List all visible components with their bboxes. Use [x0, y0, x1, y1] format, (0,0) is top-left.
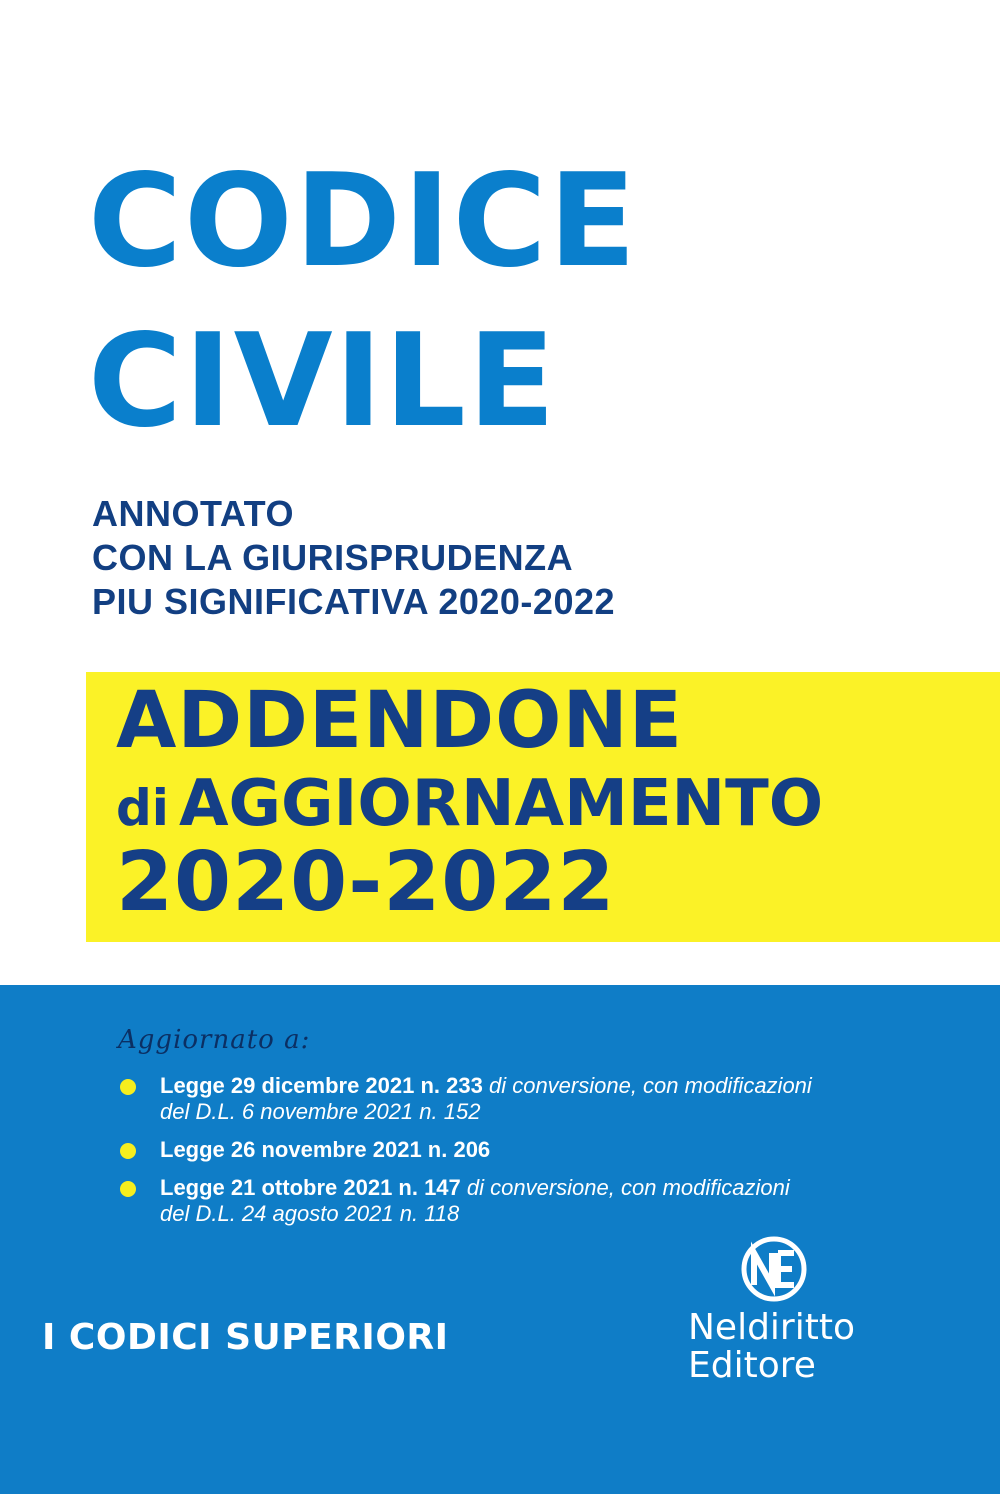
- list-item: [120, 1073, 920, 1125]
- publisher-logo-icon: [740, 1235, 808, 1303]
- subtitle-line-1: ANNOTATO: [92, 493, 294, 534]
- publisher-line-1: Neldiritto: [688, 1307, 855, 1348]
- highlight-line-3: 2020-2022: [116, 835, 616, 930]
- publisher-logo: [688, 1235, 898, 1405]
- subtitle: [92, 492, 615, 624]
- bullet-icon: [120, 1181, 136, 1197]
- subtitle-line-2: CON LA GIURISPRUDENZA: [92, 537, 574, 578]
- updated-label: Aggiornato a:: [118, 1025, 311, 1055]
- law-list: [120, 1073, 920, 1239]
- highlight-line-2-text: AGGIORNAMENTO: [178, 767, 824, 841]
- law-title: Legge 29 dicembre 2021 n. 233: [160, 1073, 483, 1098]
- bullet-icon: [120, 1079, 136, 1095]
- law-note: di conversione, con modificazioni: [466, 1175, 790, 1200]
- law-continuation: del D.L. 24 agosto 2021 n. 118: [160, 1201, 460, 1226]
- list-item: [120, 1175, 920, 1227]
- highlight-band: [86, 672, 1000, 942]
- law-title: Legge 21 ottobre 2021 n. 147: [160, 1175, 461, 1200]
- law-note: di conversione, con modificazioni: [488, 1073, 812, 1098]
- highlight-prefix: di: [116, 779, 169, 837]
- list-item: [120, 1137, 920, 1163]
- publisher-name: [688, 1309, 855, 1385]
- publisher-line-2: Editore: [688, 1345, 816, 1386]
- highlight-line-2: [116, 767, 824, 841]
- law-title: Legge 26 novembre 2021 n. 206: [160, 1137, 491, 1162]
- highlight-line-1: ADDENDONE: [116, 676, 684, 766]
- title-line-2: CIVILE: [88, 307, 558, 456]
- bullet-icon: [120, 1143, 136, 1159]
- subtitle-line-3: PIU SIGNIFICATIVA 2020-2022: [92, 581, 616, 622]
- law-continuation: del D.L. 6 novembre 2021 n. 152: [160, 1099, 481, 1124]
- title-line-1: CODICE: [88, 147, 638, 296]
- bottom-panel: [0, 985, 1000, 1494]
- series-name: I CODICI SUPERIORI: [42, 1317, 449, 1358]
